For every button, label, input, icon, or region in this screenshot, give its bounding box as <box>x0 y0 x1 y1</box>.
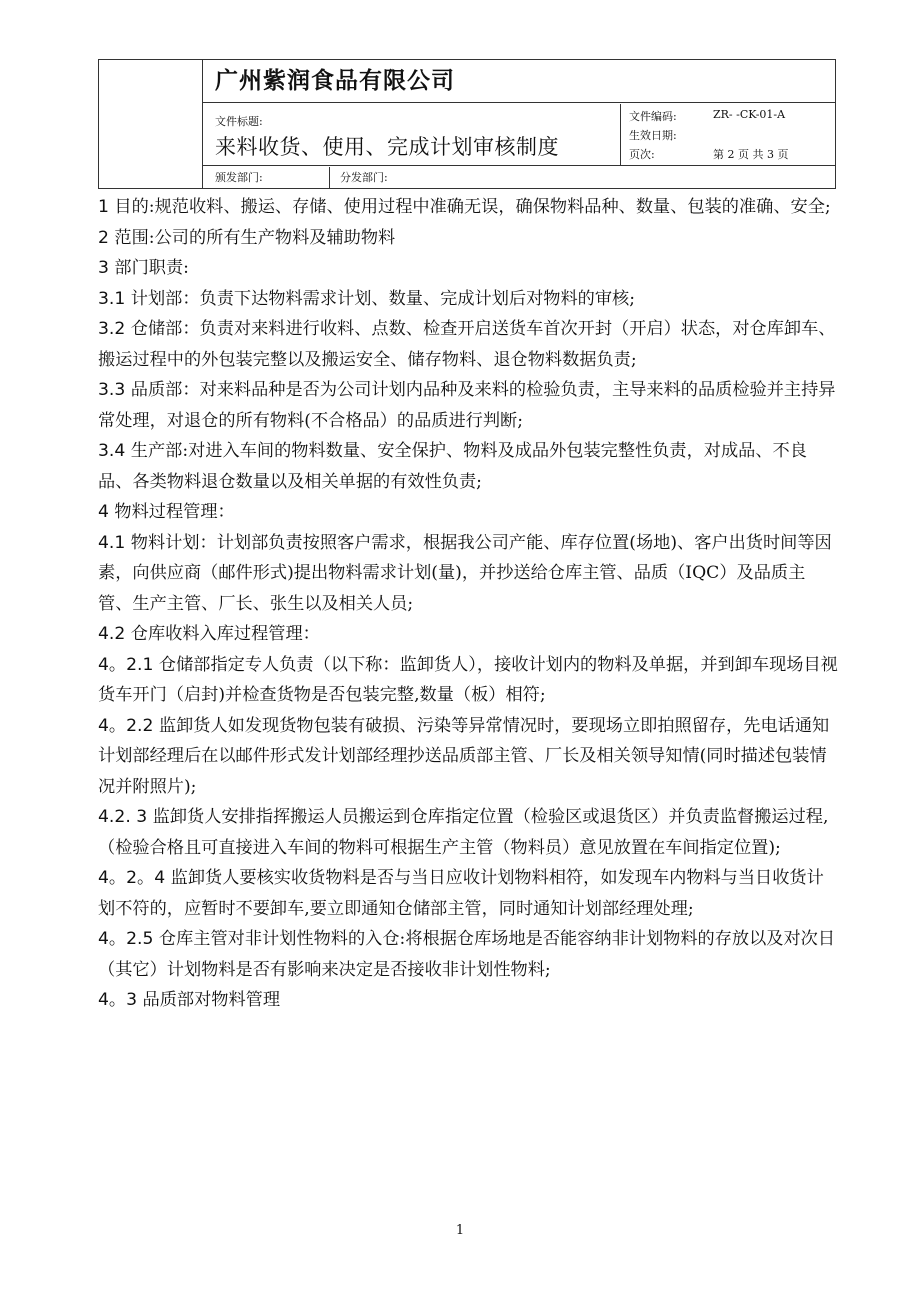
document-body <box>98 192 838 1016</box>
paragraph-text: 仓储部指定专人负责（以下称：监卸货人），接收计划内的物料及单据，并到卸车现场目视货车开门（启封)并检查货物是否包装完整,数量（板）相符; <box>98 654 838 705</box>
logo-cell <box>99 60 203 188</box>
paragraph-text: 计划部：负责下达物料需求计划、数量、完成计划后对物料的审核; <box>125 288 636 309</box>
paragraph <box>98 802 838 863</box>
paragraph-text: 仓库收料入库过程管理： <box>125 624 320 644</box>
paragraph <box>98 863 838 924</box>
section-number: 3.3 <box>98 380 126 400</box>
paragraph <box>98 528 838 620</box>
paragraph-text: 监卸货人安排指挥搬运人员搬运到仓库指定位置（检验区或退货区）并负责监督搬运过程,（检验合格且可直接进入车间的物料可根据生产主管（物料员）意见放置在车间指定位置); <box>98 807 829 858</box>
code-value: ZR- -CK-01-A <box>713 108 786 121</box>
document-title: 来料收货、使用、完成计划审核制度 <box>215 135 559 159</box>
paragraph-text: 仓库主管对非计划性物料的入仓:将根据仓库场地是否能容纳非计划物料的存放以及对次日（其它）计划物料是否有影响来决定是否接收非计划性物料; <box>98 929 836 980</box>
page-number: 1 <box>455 1223 465 1238</box>
section-number: 1 <box>98 197 109 217</box>
paragraph <box>98 650 838 711</box>
paragraph-text: 品质部：对来料品种是否为公司计划内品种及来料的检验负责，主导来料的品质检验并主持异常处理，对退仓的所有物料(不合格品）的品质进行判断; <box>98 380 836 431</box>
paragraph <box>98 314 838 375</box>
section-number: 4。2.5 <box>98 929 154 949</box>
paragraph <box>98 619 838 650</box>
paragraph <box>98 223 838 254</box>
section-number: 3.4 <box>98 441 126 461</box>
paragraph <box>98 436 838 497</box>
meta-cell <box>621 104 835 166</box>
page-label: 页次: <box>629 148 655 161</box>
title-label: 文件标题: <box>215 115 263 128</box>
paragraph <box>98 924 838 985</box>
section-number: 4 <box>98 502 109 522</box>
section-number: 4。2。4 <box>98 868 166 888</box>
dept-row <box>203 167 835 188</box>
paragraph <box>98 497 838 528</box>
paragraph <box>98 711 838 803</box>
section-number: 4.1 <box>98 532 126 553</box>
section-number: 3.2 <box>98 319 126 339</box>
page-value: 第 2 页 共 3 页 <box>713 148 789 161</box>
section-number: 4。3 <box>98 990 138 1010</box>
effective-label: 生效日期: <box>629 129 677 142</box>
section-number: 3 <box>98 258 109 278</box>
paragraph-text: 生产部:对进入车间的物料数量、安全保护、物料及成品外包装完整性负责，对成品、不良品、各类物料退仓数量以及相关单据的有效性负责; <box>98 441 807 492</box>
paragraph-text: 物料计划：计划部负责按照客户需求，根据我公司产能、库存位置(场地)、客户出货时间等因素，向供应商（邮件形式)提出物料需求计划(量)，并抄送给仓库主管、品质（IQC）及品质主管、生产主管、厂长、张生以及相关人员; <box>98 532 832 614</box>
document-header <box>98 59 836 189</box>
paragraph-text: 物料过程管理： <box>108 502 235 522</box>
paragraph <box>98 375 838 436</box>
title-cell <box>203 104 621 166</box>
paragraph-text: 监卸货人要核实收货物料是否与当日应收计划物料相符，如发现车内物料与当日收货计划不符的，应暂时不要卸车,要立即通知仓储部主管，同时通知计划部经理处理; <box>98 868 824 919</box>
paragraph-text: 仓储部：负责对来料进行收料、点数、检查开启送货车首次开封（开启）状态，对仓库卸车、搬运过程中的外包装完整以及搬运安全、储存物料、退仓物料数据负责; <box>98 319 836 370</box>
company-name: 广州紫润食品有限公司 <box>203 60 835 103</box>
paragraph <box>98 985 838 1016</box>
paragraph-text: 品质部对物料管理 <box>137 990 281 1010</box>
section-number: 4。2.1 <box>98 654 154 675</box>
section-number: 3.1 <box>98 288 126 309</box>
section-number: 4.2. 3 <box>98 807 148 827</box>
issue-dept-label: 颁发部门: <box>203 167 330 188</box>
paragraph <box>98 192 838 223</box>
paragraph-text: 目的:规范收料、搬运、存储、使用过程中准确无误，确保物料品种、数量、包装的准确、安全; <box>108 197 831 217</box>
code-label: 文件编码: <box>629 110 677 123</box>
dist-dept-label: 分发部门: <box>340 171 388 184</box>
paragraph-text: 部门职责: <box>108 258 189 278</box>
paragraph <box>98 253 838 284</box>
section-number: 4。2.2 <box>98 715 154 736</box>
paragraph-text: 范围:公司的所有生产物料及辅助物料 <box>108 227 396 248</box>
paragraph <box>98 284 838 315</box>
paragraph-text: 监卸货人如发现货物包装有破损、污染等异常情况时，要现场立即拍照留存，先电话通知计划部经理后在以邮件形式发计划部经理抄送品质部主管、厂长及相关领导知情(同时描述包装情况并附照片); <box>98 715 830 797</box>
section-number: 2 <box>98 227 109 248</box>
section-number: 4.2 <box>98 624 126 644</box>
